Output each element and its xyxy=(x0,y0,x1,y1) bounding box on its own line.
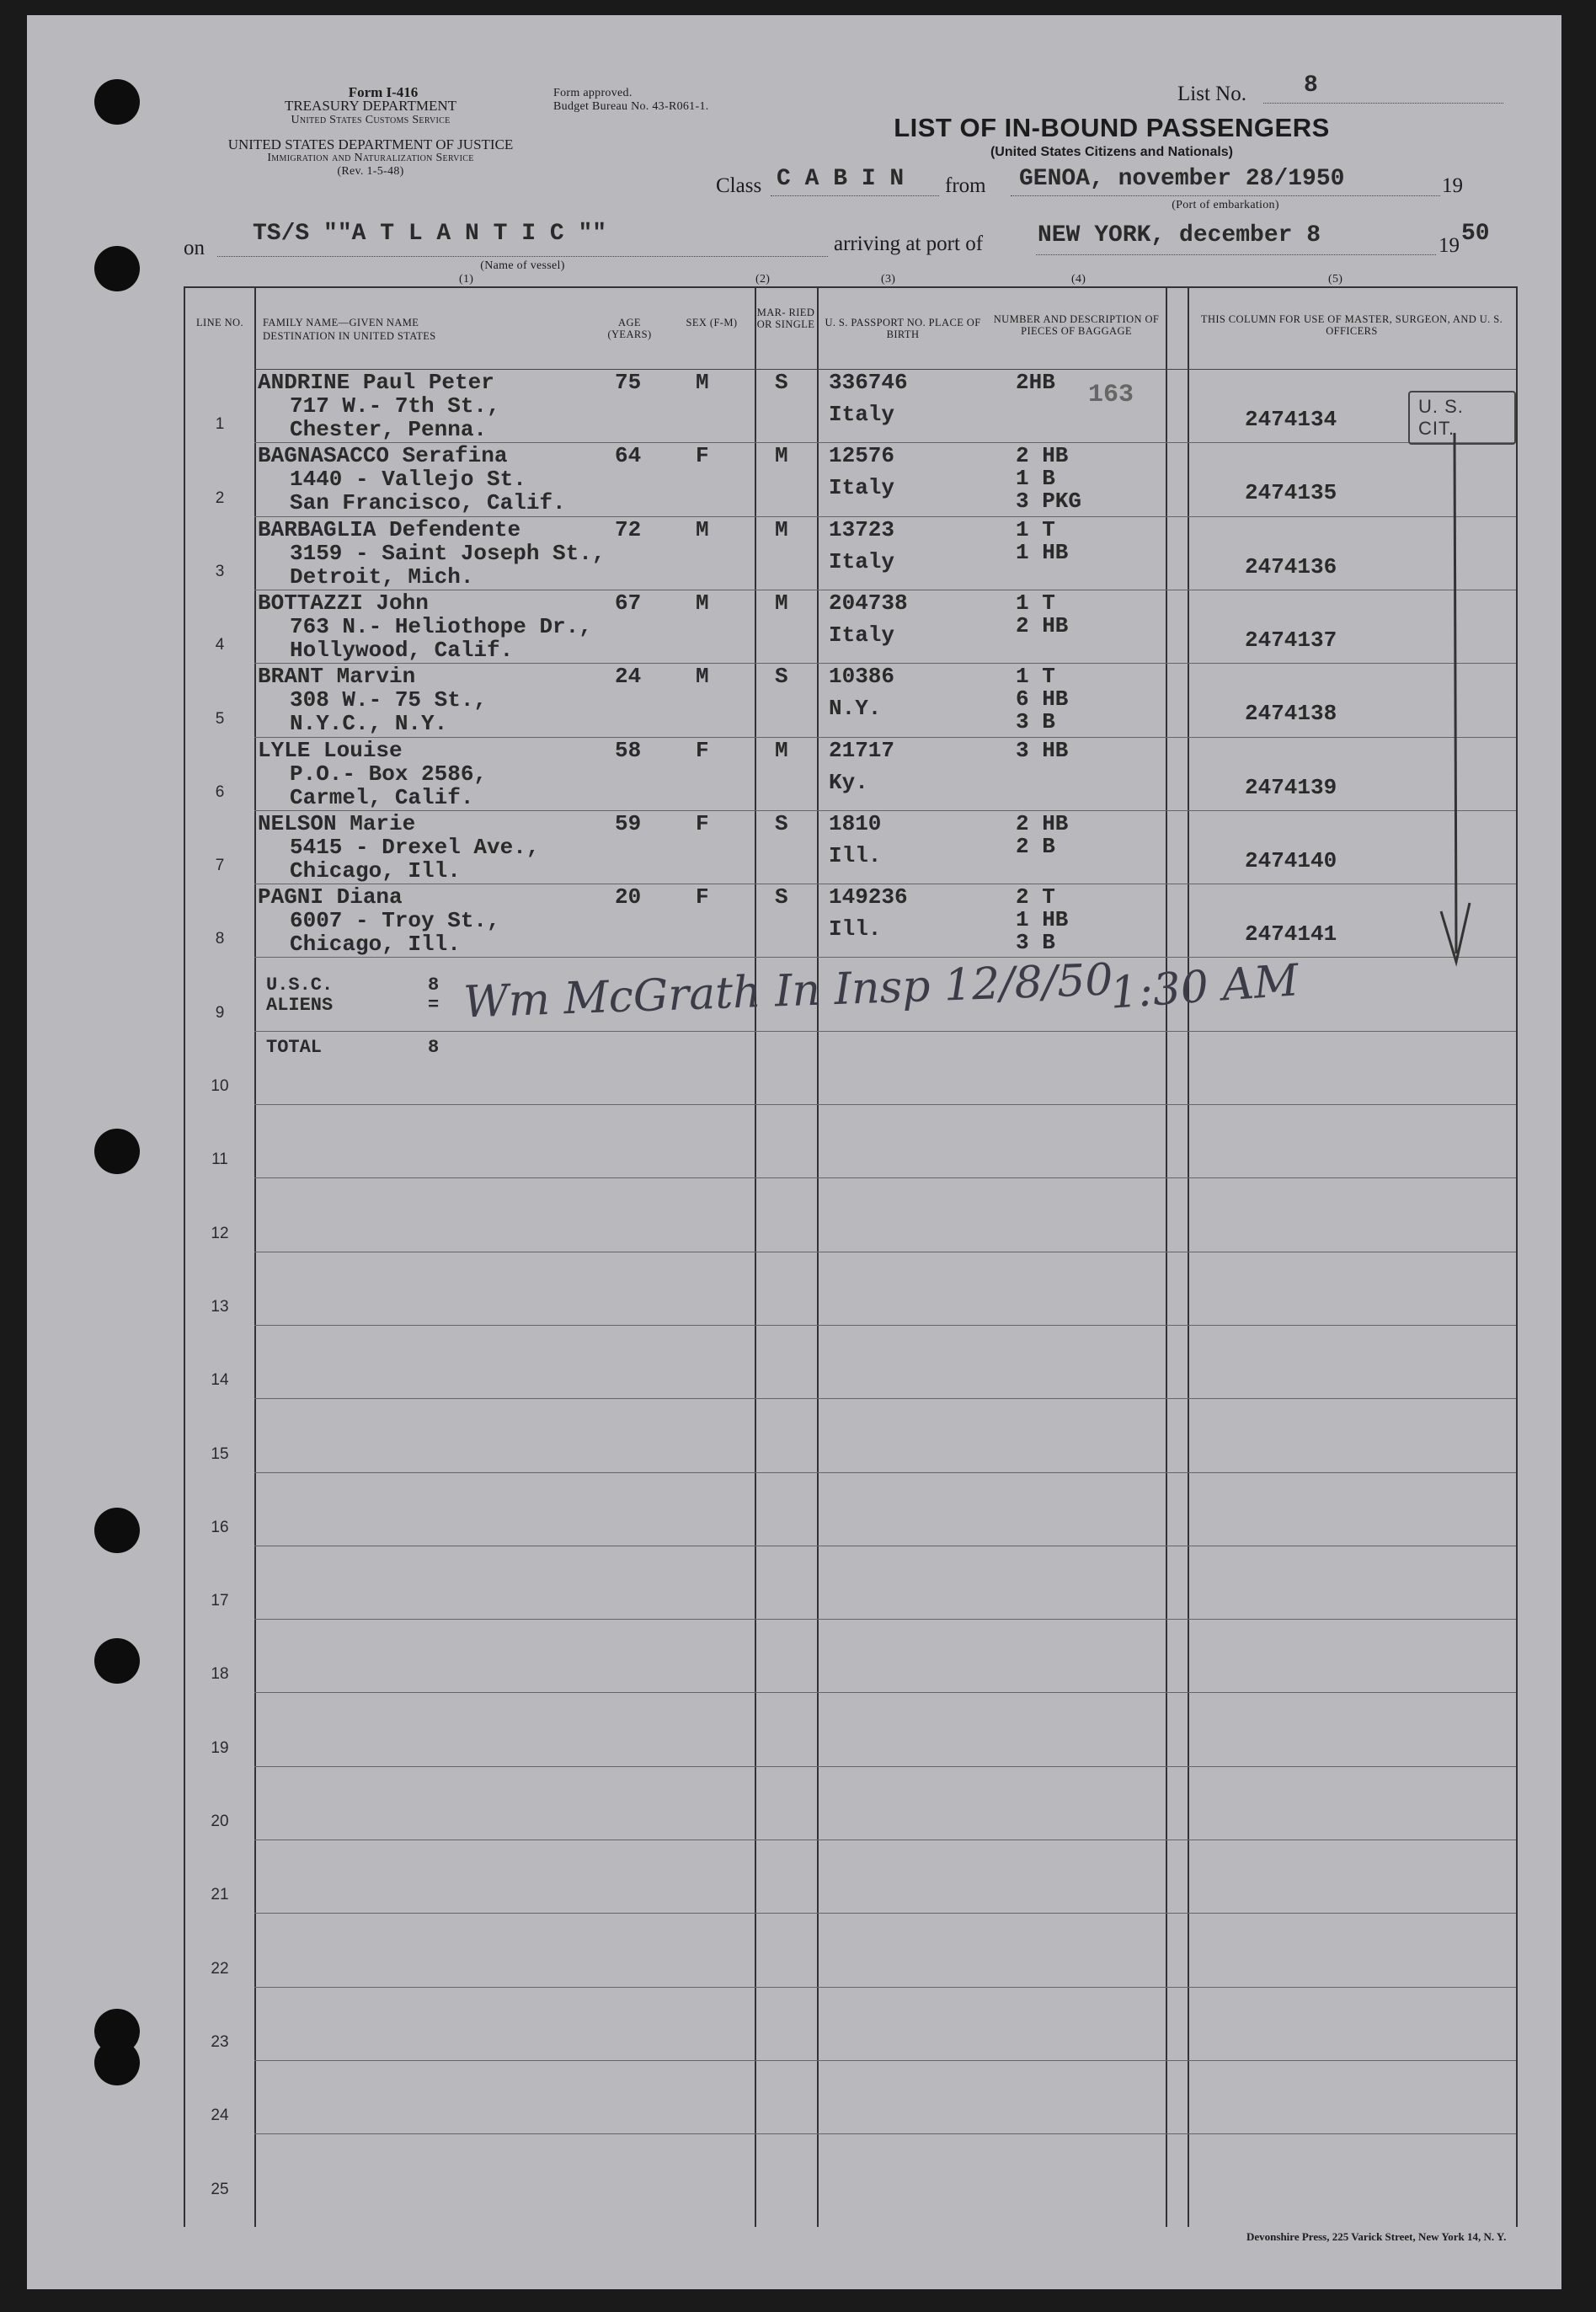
row-divider xyxy=(254,957,1516,958)
passenger-city: Chicago, Ill. xyxy=(290,857,461,884)
header-line-no: LINE NO. xyxy=(196,317,243,328)
officer-number: 2474136 xyxy=(1245,553,1337,579)
stamp-number: 163 xyxy=(1088,381,1134,409)
line-number: 25 xyxy=(211,2180,229,2198)
passport-number: 10386 xyxy=(829,664,895,690)
aliens-value: = xyxy=(428,995,440,1016)
birthplace: Ill. xyxy=(829,916,882,942)
ins-service: Immigration and Naturalization Service xyxy=(267,152,474,164)
from-label: from xyxy=(945,174,986,197)
us-cit-stamp: U. S. CIT. xyxy=(1408,391,1516,445)
passenger-address: 5415 - Drexel Ave., xyxy=(290,834,540,860)
baggage-item: 2 HB xyxy=(1016,612,1069,638)
on-label: on xyxy=(184,237,205,259)
baggage-item: 1 T xyxy=(1016,516,1055,542)
passenger-name: BARBAGLIA Defendente xyxy=(258,516,521,542)
line-number: 21 xyxy=(211,1886,229,1904)
vessel-name: TS/S ""A T L A N T I C "" xyxy=(253,221,607,247)
officer-number: 2474137 xyxy=(1245,627,1337,653)
row-divider xyxy=(254,1325,1516,1326)
passenger-city: Hollywood, Calif. xyxy=(290,637,514,663)
row-divider xyxy=(254,1104,1516,1105)
arrival-year-suffix: 50 xyxy=(1461,221,1490,247)
line-number: 2 xyxy=(215,489,225,507)
passenger-marital: S xyxy=(775,884,788,910)
passenger-table xyxy=(184,286,1518,2227)
passenger-marital: M xyxy=(775,443,788,469)
dept-of-justice: UNITED STATES DEPARTMENT OF JUSTICE xyxy=(227,136,514,152)
passenger-age: 67 xyxy=(615,590,642,616)
baggage-item: 2 HB xyxy=(1016,443,1069,469)
list-no-label: List No. xyxy=(1177,83,1246,105)
line-number: 5 xyxy=(215,709,225,728)
passenger-age: 58 xyxy=(615,737,642,763)
row-divider xyxy=(254,1472,1516,1473)
passenger-city: Chicago, Ill. xyxy=(290,932,461,958)
arrival-port: NEW YORK, december 8 xyxy=(1038,222,1321,248)
row-divider xyxy=(254,1177,1516,1178)
class-value: C A B I N xyxy=(777,166,905,192)
treasury-department: TREASURY DEPARTMENT xyxy=(284,98,457,114)
header-passport: U. S. PASSPORT NO. PLACE OF BIRTH xyxy=(825,317,981,340)
passenger-address: 3159 - Saint Joseph St., xyxy=(290,540,606,566)
row-divider xyxy=(254,1987,1516,1988)
passport-number: 12576 xyxy=(829,443,895,469)
baggage-item: 6 HB xyxy=(1016,686,1069,713)
total-value: 8 xyxy=(428,1037,440,1058)
baggage-item: 1 B xyxy=(1016,466,1055,492)
header-baggage: NUMBER AND DESCRIPTION OF PIECES OF BAGGAGE xyxy=(993,313,1160,337)
passenger-name: NELSON Marie xyxy=(258,810,416,836)
column-number: (4) xyxy=(1071,273,1086,286)
row-divider xyxy=(254,2060,1516,2061)
passport-number: 13723 xyxy=(829,516,895,542)
punch-hole xyxy=(94,1508,140,1553)
line-number: 8 xyxy=(215,930,225,948)
baggage-item: 1 HB xyxy=(1016,539,1069,565)
usc-label: U.S.C. xyxy=(266,974,334,996)
passenger-address: 308 W.- 75 St., xyxy=(290,687,488,713)
passenger-city: Carmel, Calif. xyxy=(290,784,474,810)
page-subtitle: (United States Citizens and Nationals) xyxy=(990,145,1234,159)
vessel-caption: (Name of vessel) xyxy=(480,259,565,272)
baggage-item: 2 HB xyxy=(1016,810,1069,836)
punch-hole xyxy=(94,2040,140,2085)
officer-number: 2474139 xyxy=(1245,774,1337,800)
passenger-address: 717 W.- 7th St., xyxy=(290,393,500,419)
usc-value: 8 xyxy=(428,974,440,996)
line-number: 6 xyxy=(215,782,225,801)
header-destination: DESTINATION IN UNITED STATES xyxy=(263,330,436,342)
row-divider xyxy=(254,1692,1516,1693)
passenger-sex: M xyxy=(696,516,709,542)
passenger-city: San Francisco, Calif. xyxy=(290,490,566,516)
officer-number: 2474138 xyxy=(1245,701,1337,727)
row-divider xyxy=(254,1839,1516,1840)
passenger-city: Detroit, Mich. xyxy=(290,563,474,590)
row-divider xyxy=(254,810,1516,811)
baggage-item: 2HB xyxy=(1016,370,1055,395)
passenger-name: BOTTAZZI John xyxy=(258,590,429,616)
line-number: 24 xyxy=(211,2106,229,2125)
port-embark-caption: (Port of embarkation) xyxy=(1172,199,1279,211)
line-number: 9 xyxy=(215,1003,225,1022)
passport-number: 336746 xyxy=(829,370,908,395)
punch-hole xyxy=(94,79,140,125)
birthplace: Italy xyxy=(829,622,895,648)
time-note: 1:30 AM xyxy=(1108,955,1300,1019)
punch-hole xyxy=(94,1129,140,1174)
row-divider xyxy=(254,1398,1516,1399)
passenger-name: PAGNI Diana xyxy=(258,884,403,910)
passport-number: 149236 xyxy=(829,884,908,910)
passenger-sex: F xyxy=(696,443,709,469)
from-year-prefix: 19 xyxy=(1442,174,1463,197)
header-married: MAR- RIED OR SINGLE xyxy=(756,307,815,330)
baggage-item: 2 B xyxy=(1016,833,1055,859)
passenger-age: 72 xyxy=(615,516,642,542)
baggage-item: 3 HB xyxy=(1016,737,1069,763)
passenger-sex: F xyxy=(696,884,709,910)
passenger-name: ANDRINE Paul Peter xyxy=(258,370,494,395)
class-label: Class xyxy=(716,174,762,197)
passenger-age: 24 xyxy=(615,664,642,690)
passport-number: 21717 xyxy=(829,737,895,763)
passenger-marital: M xyxy=(775,737,788,763)
officer-number: 2474140 xyxy=(1245,847,1337,873)
baggage-item: 3 PKG xyxy=(1016,489,1082,515)
line-number: 3 xyxy=(215,562,225,580)
line-number: 19 xyxy=(211,1738,229,1757)
officer-number: 2474134 xyxy=(1245,407,1337,432)
passenger-sex: F xyxy=(696,737,709,763)
row-divider xyxy=(254,1031,1516,1032)
punch-hole xyxy=(94,246,140,291)
passenger-address: 763 N.- Heliothope Dr., xyxy=(290,613,592,639)
passenger-city: Chester, Penna. xyxy=(290,417,488,442)
baggage-item: 3 B xyxy=(1016,709,1055,735)
passenger-name: BAGNASACCO Serafina xyxy=(258,443,508,469)
row-divider xyxy=(254,1766,1516,1767)
header-age: AGE (YEARS) xyxy=(607,317,652,340)
line-number: 16 xyxy=(211,1518,229,1536)
total-label: TOTAL xyxy=(266,1037,323,1058)
line-number: 17 xyxy=(211,1592,229,1610)
punch-hole xyxy=(94,1638,140,1684)
form-number: Form I-416 xyxy=(348,84,419,100)
line-number: 1 xyxy=(215,415,225,434)
passenger-marital: S xyxy=(775,370,788,395)
column-number: (5) xyxy=(1328,273,1343,286)
baggage-item: 2 T xyxy=(1016,884,1055,910)
row-divider xyxy=(254,2133,1516,2134)
birthplace: Ky. xyxy=(829,769,868,795)
budget-bureau: Budget Bureau No. 43-R061-1. xyxy=(553,100,709,113)
arrival-year-prefix: 19 xyxy=(1439,234,1460,257)
passenger-sex: F xyxy=(696,810,709,836)
line-number: 13 xyxy=(211,1297,229,1316)
passenger-city: N.Y.C., N.Y. xyxy=(290,711,448,737)
officer-number: 2474141 xyxy=(1245,921,1337,948)
baggage-item: 3 B xyxy=(1016,930,1055,956)
line-number: 12 xyxy=(211,1224,229,1242)
birthplace: N.Y. xyxy=(829,696,882,722)
header-officers: THIS COLUMN FOR USE OF MASTER, SURGEON, AND U. S. OFFICERS xyxy=(1200,313,1503,337)
column-number: (1) xyxy=(459,273,474,286)
revision: (Rev. 1-5-48) xyxy=(337,165,404,178)
line-number: 22 xyxy=(211,1959,229,1978)
passenger-sex: M xyxy=(696,370,709,395)
line-number: 4 xyxy=(215,636,225,654)
passenger-address: 1440 - Vallejo St. xyxy=(290,467,526,493)
arriving-label: arriving at port of xyxy=(834,232,984,255)
line-number: 23 xyxy=(211,2032,229,2051)
aliens-label: ALIENS xyxy=(266,995,334,1016)
passenger-marital: M xyxy=(775,590,788,616)
birthplace: Italy xyxy=(829,475,895,501)
birthplace: Ill. xyxy=(829,842,882,868)
passenger-age: 64 xyxy=(615,443,642,469)
passenger-name: BRANT Marvin xyxy=(258,664,416,690)
line-number: 11 xyxy=(211,1151,228,1169)
passenger-age: 75 xyxy=(615,370,642,395)
passenger-marital: S xyxy=(775,810,788,836)
baggage-item: 1 T xyxy=(1016,590,1055,616)
row-divider xyxy=(254,1619,1516,1620)
line-number: 18 xyxy=(211,1665,229,1684)
line-number: 15 xyxy=(211,1444,229,1463)
passenger-sex: M xyxy=(696,590,709,616)
port-of-embarkation: GENOA, november 28/1950 xyxy=(1019,166,1345,192)
header-sex: SEX (F-M) xyxy=(686,317,738,328)
passenger-marital: M xyxy=(775,516,788,542)
passenger-marital: S xyxy=(775,664,788,690)
passenger-address: P.O.- Box 2586, xyxy=(290,761,488,787)
passport-number: 204738 xyxy=(829,590,908,616)
row-divider xyxy=(254,1913,1516,1914)
line-number: 10 xyxy=(211,1077,229,1095)
line-number: 7 xyxy=(215,857,225,875)
passenger-sex: M xyxy=(696,664,709,690)
bracket-arrow xyxy=(1436,431,1478,970)
printer-footer: Devonshire Press, 225 Varick Street, New York 14, N. Y. xyxy=(1246,2230,1507,2243)
list-no-value: 8 xyxy=(1304,72,1318,99)
passenger-age: 20 xyxy=(615,884,642,910)
page-title: LIST OF IN-BOUND PASSENGERS xyxy=(894,113,1330,142)
officer-number: 2474135 xyxy=(1245,480,1337,506)
passenger-address: 6007 - Troy St., xyxy=(290,908,500,934)
baggage-item: 1 HB xyxy=(1016,907,1069,933)
passport-number: 1810 xyxy=(829,810,882,836)
passenger-name: LYLE Louise xyxy=(258,737,403,763)
inspector-signature: Wm McGrath In Insp 12/8/50 xyxy=(462,954,1114,1028)
column-number: (2) xyxy=(755,273,771,286)
form-approved: Form approved. xyxy=(553,87,633,99)
baggage-item: 1 T xyxy=(1016,664,1055,690)
header-name: FAMILY NAME—GIVEN NAME xyxy=(263,317,419,328)
birthplace: Italy xyxy=(829,548,895,574)
customs-service: United States Customs Service xyxy=(291,114,451,126)
line-number: 20 xyxy=(211,1813,229,1830)
line-number: 14 xyxy=(211,1371,229,1390)
column-number: (3) xyxy=(881,273,896,286)
birthplace: Italy xyxy=(829,402,895,427)
passenger-age: 59 xyxy=(615,810,642,836)
